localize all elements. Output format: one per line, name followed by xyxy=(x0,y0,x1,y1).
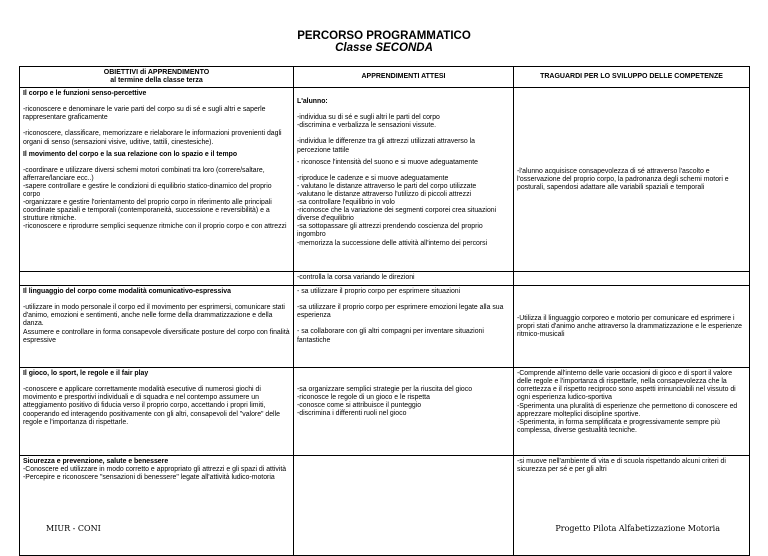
app-corpo-2: -individua le differenze tra gli attrezzi utilizzati attraverso la percezione tattile xyxy=(297,138,475,154)
app-movimento-3: -controlla la corsa variando le direzioni xyxy=(297,274,415,282)
cell-traguardi-gioco xyxy=(514,368,750,456)
cell-obiettivi-gioco xyxy=(20,368,294,456)
traguardo-gioco: -Comprende all'interno delle varie occasioni di gioco e di sport il valore delle regole e l'importanza di rispettarle, nella consapevolezza che la correttezza e il rispetto reciproco sono aspetti irrinunciabili nel vissuto di ogni esperienza ludico-sportiva -Sperimenta una pluralità di esperienze che permettono di conoscere ed apprezzare molteplici discipline sportive. -Sperimenta, in forma semplificata e progressivamente sempre più complessa, diverse gestualità tecniche. xyxy=(517,370,738,434)
cell-traguardi-linguaggio xyxy=(514,286,750,368)
cell-apprendimenti-linguaggio xyxy=(294,286,514,368)
section-title-movimento: Il movimento del corpo e la sua relazione con lo spazio e il tempo xyxy=(23,150,238,158)
page-title: PERCORSO PROGRAMMATICO xyxy=(297,30,471,42)
cell-apprendimenti-sicurezza xyxy=(294,456,514,556)
cell-traguardi-corpo xyxy=(514,88,750,272)
obj-sicurezza: -Conoscere ed utilizzare in modo corretto e appropriato gli attrezzi e gli spazi di attività -Percepire e riconoscere "sensazioni di benessere" legate all'attività ludico-motoria xyxy=(23,466,287,482)
app-gioco: -sa organizzare semplici strategie per la riuscita del gioco -riconosce le regole di un gioco e le rispetta -conosce come si attribuisce il punteggio -discrimina i differenti ruoli nel gioco xyxy=(297,386,473,418)
app-movimento-2: -riproduce le cadenze e si muove adeguatamente - valutano le distanze attraverso le parti del corpo utilizzate -valutano le distanze attraverso l'utilizzo di piccoli attrezzi -sa controllare l'equilibrio in volo -riconosce che la variazione dei segmenti corporei crea situazioni diverse d'equilibrio -sa sottopassare gli attrezzi prendendo coscienza del proprio ingombro -memorizza la successione delle attività all'interno dei percorsi xyxy=(297,174,497,247)
obj-corpo-1: -riconoscere e denominare le varie parti del corpo su di sé e sugli altri e saperle rappresentare graficamente xyxy=(23,106,266,122)
app-corpo-1: -individua su di sé e sugli altri le parti del corpo -discrimina e verbalizza le sensazioni vissute. xyxy=(297,114,440,130)
header-obiettivi: OBIETTIVI di APPRENDIMENTO al termine della classe terza xyxy=(20,67,294,88)
obj-movimento: -coordinare e utilizzare diversi schemi motori combinati tra loro (correre/saltare, afferrare/lanciare ecc..) -sapere controllare e gestire le condizioni di equilibrio statico-dinamico del proprio corpo -organizzare e gestire l'orientamento del proprio corpo in riferimento alle principali coordinate spaziali e temporali (contemporaneità, successione e reversibilità) e a strutture ritmiche. -riconoscere e riprodurre semplici sequenze ritmiche con il proprio corpo e con attrezzi xyxy=(23,166,287,231)
section-title-gioco: Il gioco, lo sport, le regole e il fair play xyxy=(23,370,149,378)
cell-app-corsa xyxy=(294,272,514,286)
header-traguardi: TRAGUARDI PER LO SVILUPPO DELLE COMPETENZE xyxy=(514,67,750,88)
cell-apprendimenti-corpo-movimento xyxy=(294,88,514,272)
cell-traguardi-sicurezza xyxy=(514,456,750,556)
obj-linguaggio: -utilizzare in modo personale il corpo ed il movimento per esprimersi, comunicare stati d'animo, emozioni e sentimenti, anche nelle forme della drammatizzazione e della danza. Assumere e controllare in forma consapevole diversificate posture del corpo con finalità espressive xyxy=(23,304,290,344)
traguardo-linguaggio: -Utilizza il linguaggio corporeo e motorio per comunicare ed esprimere i propri stati d'animo anche attraverso la drammatizzazione e le esperienze ritmico-musicali xyxy=(517,314,742,338)
obj-corpo-2: -riconoscere, classificare, memorizzare e rielaborare le informazioni provenienti dagli organi di senso (sensazioni visive, uditive, tattili, cinestesiche). xyxy=(23,130,282,146)
section-title-linguaggio: Il linguaggio del corpo come modalità comunicativo-espressiva xyxy=(23,288,231,296)
app-linguaggio-2: -sa utilizzare il proprio corpo per esprimere emozioni legate alla sua esperienza xyxy=(297,304,504,320)
header-apprendimenti: APPRENDIMENTI ATTESI xyxy=(294,67,514,88)
cell-obiettivi-corpo-movimento xyxy=(20,88,294,272)
traguardo-sicurezza: -si muove nell'ambiente di vita e di scuola rispettando alcuni criteri di sicurezza per sé e per gli altri xyxy=(517,458,726,474)
footer-left: MIUR - CONI xyxy=(46,524,101,533)
app-linguaggio-3: - sa collaborare con gli altri compagni per inventare situazioni fantastiche xyxy=(297,328,484,344)
cell-apprendimenti-gioco xyxy=(294,368,514,456)
footer-right: Progetto Pilota Alfabetizzazione Motoria xyxy=(555,524,720,533)
alunno-label: L'alunno: xyxy=(297,98,328,106)
cell-obiettivi-linguaggio xyxy=(20,286,294,368)
program-table xyxy=(19,66,750,556)
app-movimento-1: - riconosce l'intensità del suono e si muove adeguatamente xyxy=(297,158,478,166)
section-title-sicurezza: Sicurezza e prevenzione, salute e benessere xyxy=(23,458,169,466)
section-title-corpo: Il corpo e le funzioni senso-percettive xyxy=(23,90,147,98)
traguardo-corpo: -l'alunno acquisisce consapevolezza di sé attraverso l'ascolto e l'osservazione del proprio corpo, la padronanza degli schemi motori e posturali, sapendosi adattare alle variabili spaziali e temporali xyxy=(517,167,729,191)
cell-obiettivi-sicurezza xyxy=(20,456,294,556)
app-linguaggio-1: - sa utilizzare il proprio corpo per esprimere situazioni xyxy=(297,288,461,296)
obj-gioco: -conoscere e applicare correttamente modalità esecutive di numerosi giochi di movimento e presportivi individuali e di squadra e nel contempo assumere un atteggiamento positivo di fiducia verso il proprio corpo, accettando i propri limiti, cooperando ed interagendo positivamente con gli altri, consapevoli del "valore" delle regole e l'importanza di rispettarle. xyxy=(23,386,280,426)
page-subtitle: Classe SECONDA xyxy=(335,42,433,54)
